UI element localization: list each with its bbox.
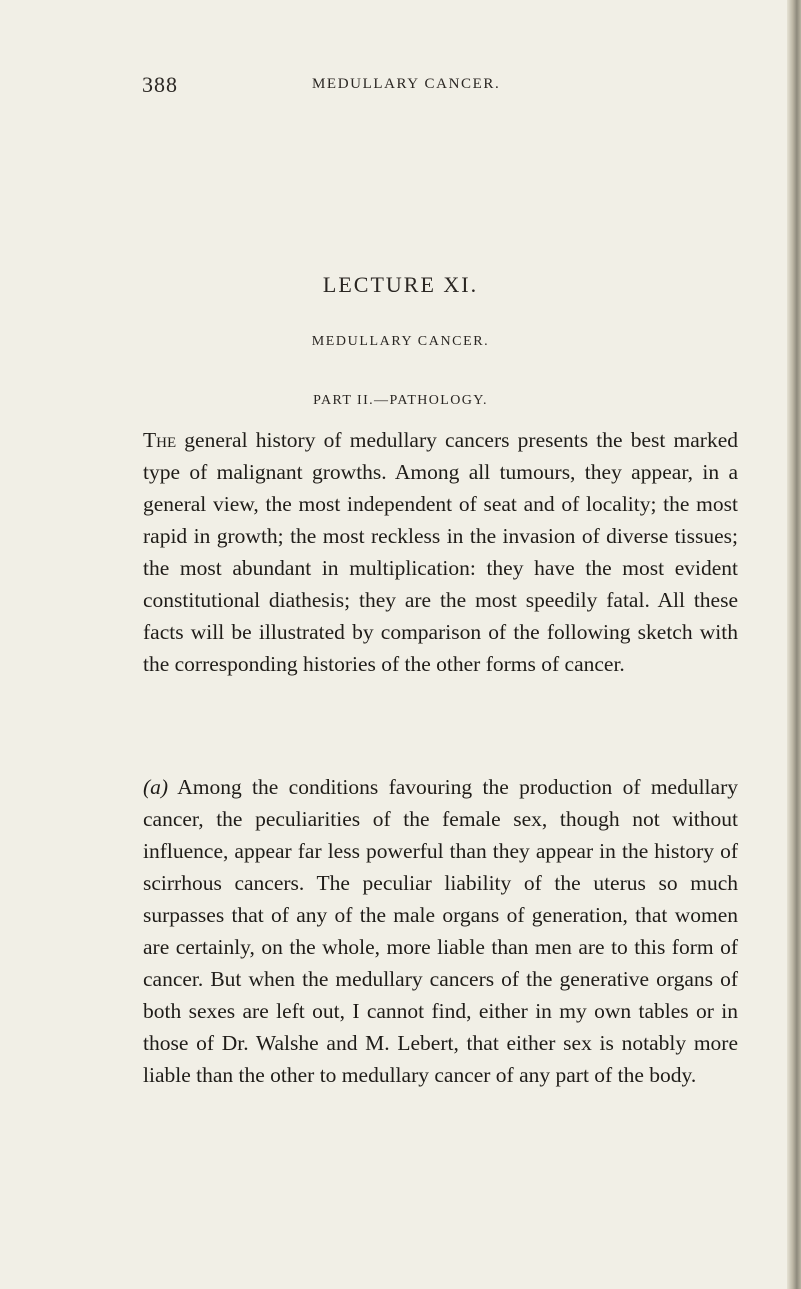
paragraph-1-text: general history of medullary cancers presents the best marked type of malignant growths. Among all tumours, they appear, in a general view, the most independent of seat and of locality; the most rapid in growth; the most reckless in the invasion of diverse tissues; the most abundant in multiplication: they have the most evident constitutional diathesis; they are the most speedily fatal. All these facts will be illustrated by comparison of the following sketch with the corresponding histories of the other forms of cancer. — [143, 428, 738, 676]
running-head — [142, 72, 742, 102]
paragraph-2-marker: (a) — [143, 775, 169, 799]
paragraph-1-lead: The — [143, 428, 177, 452]
paragraph-2-text: Among the conditions favouring the production of medullary cancer, the peculiarities of the female sex, though not without influence, appear far less powerful than they appear in the history of scirrhous cancers. The peculiar liability of the uterus so much surpasses that of any of the male organs of generation, that women are certainly, on the whole, more liable than men are to this form of cancer. But when the medullary cancers of the generative organs of both sexes are left out, I cannot find, either in my own tables or in those of Dr. Walshe and M. Lebert, that either sex is notably more liable than the other to medullary cancer of any part of the body. — [143, 775, 738, 1087]
lecture-title: LECTURE XI. — [322, 272, 479, 297]
part-heading: PART II.—PATHOLOGY. — [313, 393, 488, 408]
page-edge-shadow — [787, 0, 801, 1289]
page-number: 388 — [142, 72, 178, 97]
running-title: MEDULLARY CANCER. — [312, 76, 501, 92]
paragraph-2 — [143, 771, 738, 1091]
paragraph-1 — [143, 424, 738, 680]
lecture-subtitle: MEDULLARY CANCER. — [311, 334, 490, 349]
